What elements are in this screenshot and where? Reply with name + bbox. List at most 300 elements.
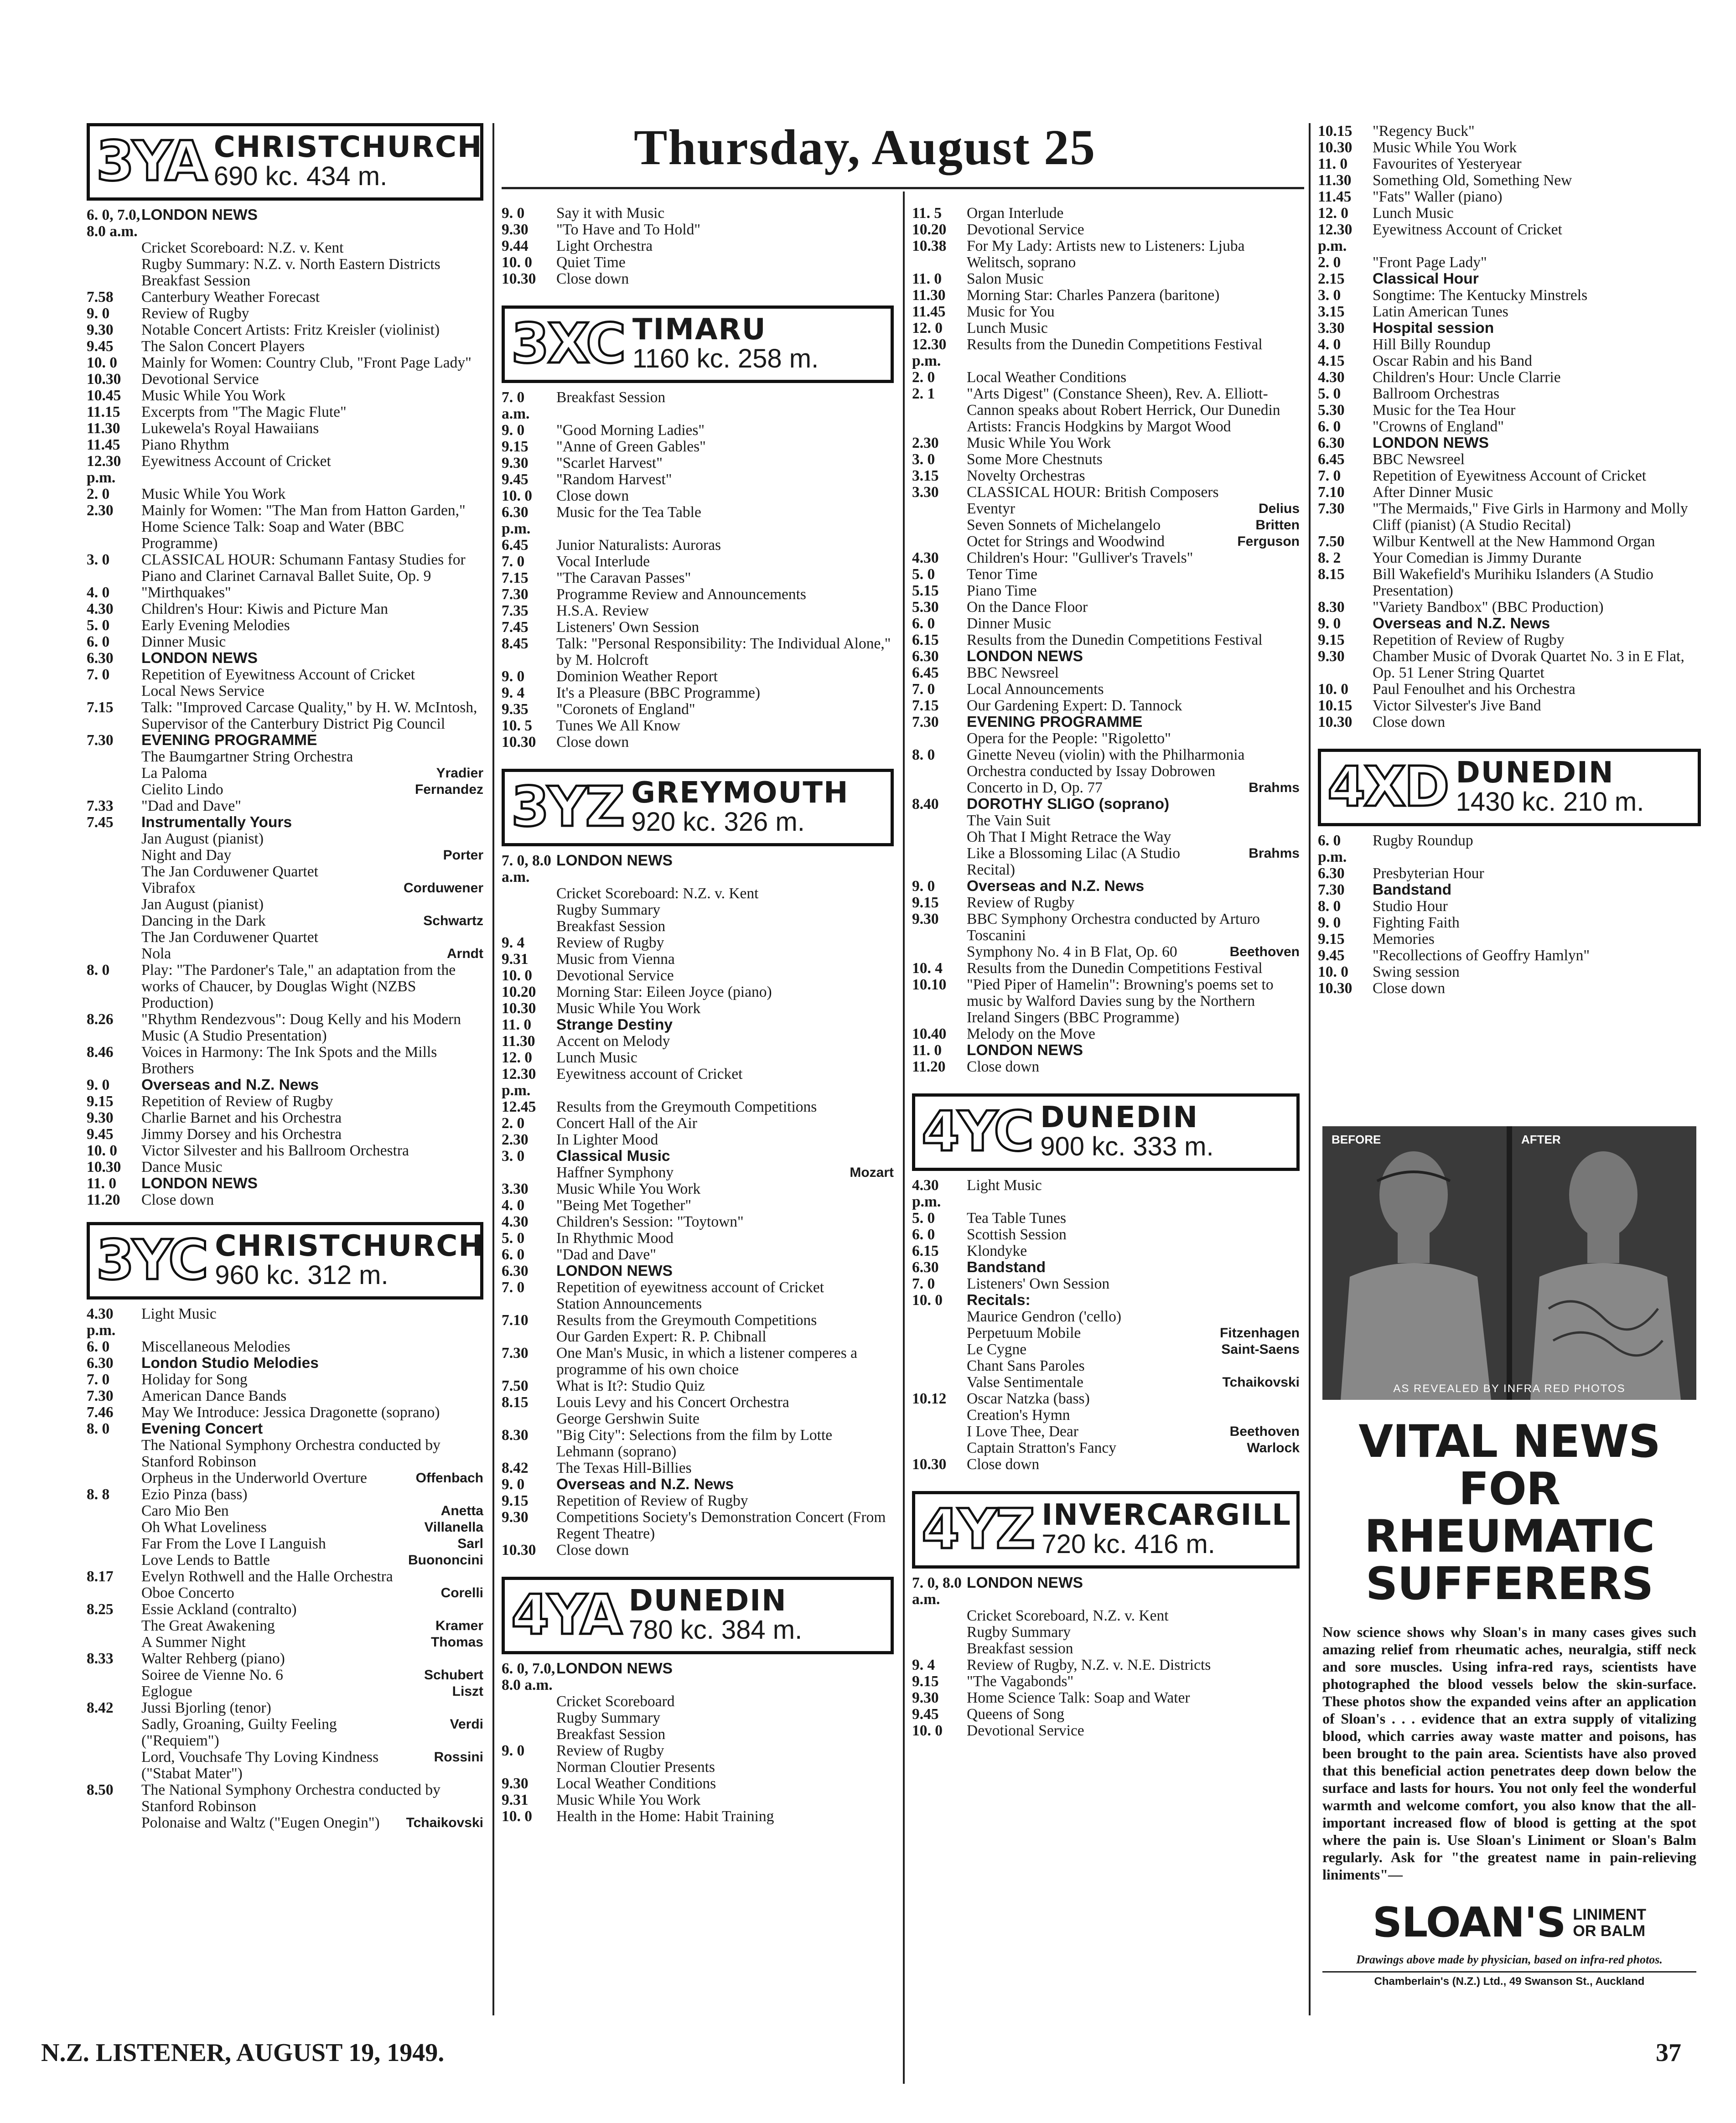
programme-title: Close down [967,1456,1040,1473]
programme-title: Results from the Dunedin Competitions Festival [967,960,1263,977]
programme-title: Klondyke [967,1243,1027,1259]
programme-time: 10.30 [1318,139,1353,156]
programme-title: Repetition of Review of Rugby [1373,632,1565,648]
programme-time: 8.40 [912,796,939,813]
programme-time [912,1624,967,1641]
programme-title: BBC Newsreel [967,664,1059,681]
programme-entry [502,1378,894,1394]
programme-time: 10. 0 [87,1142,117,1159]
column-2 [502,205,894,1825]
station-3xc-continued [1318,123,1701,730]
programme-title: LONDON NEWS [141,207,258,223]
programme-time: 5. 0 [912,566,935,583]
programme-title: The Texas Hill-Billies [556,1460,692,1476]
programme-entry [502,1542,894,1559]
programme-entry [912,632,1300,648]
programme-time [912,1407,967,1424]
programme-entry [87,240,483,256]
programme-title: Quiet Time [556,254,626,271]
programme-entry [912,698,1300,714]
programme-entry [1318,632,1701,648]
programme-entry [87,1011,483,1044]
station-city: TIMARU [632,313,767,347]
programme-time: 11.30 [502,1033,535,1050]
programme-entry [912,1358,1300,1374]
programme-title: Like a Blossoming Lilac (A Studio Recital) [967,845,1181,878]
programme-entry [912,533,1300,550]
programme-time: 9. 0 [502,1742,525,1759]
programme-entry [87,338,483,355]
programme-entry [912,287,1300,304]
programme-entry [502,636,894,668]
programme-time: 7. 0 [502,553,525,570]
programme-title: Fighting Faith [1373,914,1460,931]
programme-entry [87,1143,483,1159]
station-meta [1456,758,1644,817]
programme-time: 4.30 [1318,369,1345,386]
programme-title: A Summer Night [141,1634,246,1651]
programme-entry [502,968,894,984]
programme-title: Repetition of Review of Rugby [141,1093,333,1110]
programme-time: 7.33 [87,797,114,814]
programme-entry [1318,599,1701,616]
programme-title: Memories [1373,931,1435,948]
programme-time: 9. 4 [912,1657,935,1673]
station-3yz [502,769,894,1559]
programme-time [87,256,141,273]
programme-time [87,240,141,256]
programme-entry [912,960,1300,977]
programme-entry [912,1723,1300,1739]
programme-time: 10. 0 [502,1808,532,1825]
programme-title: Bill Wakefield's Murihiku Islanders (A Studio Presentation) [1373,566,1653,599]
programme-entry [912,1690,1300,1706]
programme-title: "Fats" Waller (piano) [1373,188,1503,205]
programme-title: Eyewitness Account of Cricket [1373,221,1562,238]
programme-entry [87,388,483,404]
programme-entry [87,913,483,929]
programme-time: 7. 0 a.m. [502,389,530,422]
programme-entry [87,1683,483,1700]
programme-title: Novelty Orchestras [967,467,1085,484]
programme-time [87,1749,141,1782]
station-4ya [502,1577,894,1825]
programme-title: Orpheus in the Underworld Overture [141,1470,367,1486]
programme-time: 6. 0 [87,1338,110,1355]
programme-entry [87,880,483,896]
composer-name: Tchaikovski [406,1815,483,1830]
station-call-sign: 3YC [96,1229,207,1292]
programme-time: 6. 0 [912,1226,935,1243]
programme-time: 6. 0 p.m. [1318,832,1347,865]
programme-title: Talk: "Improved Carcase Quality," by H. W. McIntosh, Supervisor of the Canterbury District Pig Council [141,699,477,732]
programme-entry [912,1673,1300,1690]
programme-time: 7. 0, 8.0 a.m. [502,852,551,885]
station-header [87,1222,483,1300]
programme-title: "The Vagabonds" [967,1673,1074,1690]
programme-time: 6. 0 [912,615,935,632]
programme-title: LONDON NEWS [967,1574,1083,1591]
programme-title: Music While You Work [1373,139,1517,156]
programme-entry [87,732,483,749]
programme-title: Haffner Symphony [556,1164,674,1181]
programme-title: Concert Hall of the Air [556,1115,697,1132]
programme-title: Walter Rehberg (piano) [141,1650,285,1667]
programme-entry [87,1159,483,1175]
programme-time: 9. 0 [1318,914,1341,931]
programme-time: 9.45 [1318,947,1345,964]
programme-title: Instrumentally Yours [141,814,292,831]
station-call-sign: 3XC [511,312,624,376]
programme-time: 10. 4 [912,960,943,977]
programme-time: 4.30 [87,601,114,617]
station-header [502,769,894,846]
programme-entry [502,1247,894,1263]
programme-time: 6. 0, 7.0, 8.0 a.m. [87,207,140,240]
composer-name: Offenbach [415,1471,483,1486]
programme-entry [502,1726,894,1743]
programme-time: 7.50 [1318,533,1345,550]
programme-entry [1318,964,1701,980]
programme-title: Bandstand [1373,881,1452,898]
programme-title: Children's Hour: Uncle Clarrie [1373,369,1561,386]
programme-title: Review of Rugby [556,1742,664,1759]
programme-time: 6.45 [1318,451,1345,468]
programme-title: Le Cygne [967,1341,1027,1358]
programme-time: 4. 0 [502,1197,525,1214]
column-divider [903,192,905,2084]
programme-title: Local News Service [141,683,264,699]
brand-sub-2: OR BALM [1573,1922,1646,1940]
station-meta [1042,1498,1291,1559]
programme-title: Cricket Scoreboard: N.Z. v. Kent [141,239,344,256]
programme-title: For My Lady: Artists new to Listeners: Ljuba Welitsch, soprano [967,238,1245,271]
programme-title: BBC Symphony Orchestra conducted by Arturo Toscanini [967,911,1260,944]
programme-time [502,1296,556,1312]
programme-time: 6.30 [1318,865,1345,882]
programme-title: Light Music [141,1305,217,1322]
programme-title: "Coronets of England" [556,701,695,718]
programme-entry [502,222,894,238]
programme-time: 7. 0 [87,1371,110,1388]
programme-entry [87,437,483,453]
programme-time: 3. 0 [912,451,935,468]
programme-title: Strange Destiny [556,1016,673,1033]
programme-entry [502,1066,894,1099]
programme-entry [502,1099,894,1115]
station-city: CHRISTCHURCH [215,1229,484,1263]
programme-title: Vibrafox [141,880,196,896]
programme-title: Oh That I Might Retrace the Way [967,828,1171,845]
programme-time: 10.30 [87,1159,121,1175]
programme-entry [912,1026,1300,1042]
man-torso-veins-icon [1512,1126,1696,1400]
programme-time: 8.15 [502,1394,529,1411]
programme-title: The Vain Suit [967,812,1051,829]
programme-title: Breakfast session [967,1640,1073,1657]
station-header [1318,749,1701,826]
station-city: DUNEDIN [628,1584,787,1618]
programme-time: 3.15 [1318,303,1345,320]
programme-entry [1318,533,1701,550]
programme-title: Station Announcements [556,1295,702,1312]
advert-body: Now science shows why Sloan's in many cases gives such amazing relief from rheumatic aches, neuralgia, stiff neck and sore muscles. Using infra-red rays, scientists have photographed the blood vessels below the skin-surface. These photos show the expanded veins after an application of Sloan's . . . evidence that an extra supply of vitalizing blood, which carries away waste matter and poisons, has been brought to the pain area. Scientists have also proved that this beneficial action penetrates deep down below the surface and lasts for hours. You not only feel the wonderful warmth and welcome comfort, you also know that the all-important increased flow of blood is getting at the spot where the pain is. Use Sloan's Liniment or Sloan's Balm regularly. Ask for "the greatest name in pain-relieving liniments"— [1322,1624,1696,1883]
programme-entry [912,648,1300,665]
programme-title: Latin American Tunes [1373,303,1508,320]
programme-entry [502,1776,894,1792]
programme-entry [502,918,894,935]
programme-time: 4. 0 [1318,336,1341,353]
programme-entry [912,747,1300,780]
programme-list [1318,123,1701,730]
programme-time [87,782,141,798]
programme-time: 5. 0 [1318,385,1341,402]
programme-entry [912,484,1300,501]
programme-time: 10. 0 [502,487,532,504]
programme-entry [912,222,1300,238]
programme-entry [1318,882,1701,898]
programme-entry [502,586,894,603]
programme-title: Cricket Scoreboard: N.Z. v. Kent [556,885,759,902]
programme-title: Hill Billy Roundup [1373,336,1491,353]
programme-entry [1318,369,1701,386]
programme-title: In Rhythmic Mood [556,1230,674,1247]
programme-entry [502,1230,894,1247]
programme-entry [502,422,894,439]
programme-title: Canterbury Weather Forecast [141,289,320,306]
programme-entry [87,962,483,1011]
programme-title: Morning Star: Eileen Joyce (piano) [556,984,772,1000]
programme-time [912,1374,967,1391]
programme-title: Children's Session: "Toytown" [556,1213,744,1230]
programme-entry [502,537,894,554]
programme-entry [502,1000,894,1017]
programme-list [1318,833,1701,997]
programme-entry [1318,271,1701,287]
programme-entry [912,1042,1300,1059]
programme-title: Your Comedian is Jimmy Durante [1373,549,1582,566]
programme-title: The Jan Corduwener Quartet [141,929,318,946]
programme-title: Tea Table Tunes [967,1210,1067,1227]
programme-entry [87,502,483,552]
programme-time: 8. 0 [87,1420,110,1437]
programme-entry [87,1339,483,1355]
station-frequency: 720 kc. 416 m. [1042,1529,1215,1559]
programme-time: 2.30 [912,435,939,451]
programme-entry [1318,205,1701,222]
programme-time: 7.15 [502,570,529,586]
programme-entry [1318,698,1701,714]
programme-time: 8.30 [502,1427,529,1444]
programme-time [87,864,141,880]
programme-title: "The Caravan Passes" [556,570,691,586]
programme-title: CLASSICAL HOUR: Schumann Fantasy Studies for Piano and Clarinet Carnaval Ballet Suite, Op. 9 [141,551,466,585]
programme-entry [912,517,1300,533]
programme-title: Bandstand [967,1259,1046,1276]
programme-entry [912,550,1300,566]
programme-entry [87,667,483,683]
programme-title: Close down [556,270,629,287]
programme-entry [502,439,894,455]
programme-list [87,207,483,1208]
programme-entry [912,730,1300,747]
programme-entry [1318,566,1701,599]
programme-time: 2.15 [1318,270,1345,287]
station-3yc [87,1222,483,1831]
programme-title: Listeners' Own Session [967,1275,1110,1292]
programme-time: 5. 0 [87,617,110,634]
programme-entry [1318,287,1701,304]
programme-title: "Arts Digest" (Constance Sheen), Rev. A. Elliott-Cannon speaks about Robert Herrick, Our Dunedin Artists: Francis Hodgkins by Margot Wood [967,385,1280,435]
programme-title: "Rhythm Rendezvous": Doug Kelly and his Modern Music (A Studio Presentation) [141,1011,461,1044]
programme-entry [87,1634,483,1651]
programme-title: Essie Ackland (contralto) [141,1601,297,1618]
programme-time: 10.30 [502,1000,536,1017]
programme-time: 6. 0, 7.0, 8.0 a.m. [502,1660,555,1693]
programme-title: Piano Rhythm [141,436,229,453]
programme-title: Children's Hour: "Gulliver's Travels" [967,549,1193,566]
programme-time: 9.30 [502,455,529,471]
programme-entry [87,289,483,306]
programme-title: Evening Concert [141,1420,263,1437]
programme-entry [502,1759,894,1776]
programme-title: Play: "The Pardoner's Tale," an adaptation from the works of Chaucer, by Douglas Wight (NZBS Production) [141,962,456,1011]
programme-title: American Dance Bands [141,1388,287,1404]
programme-entry [87,1815,483,1831]
programme-title: Evelyn Rothwell and the Halle Orchestra [141,1568,393,1585]
composer-name: Verdi [450,1717,483,1732]
programme-title: Music While You Work [141,387,286,404]
programme-entry [1318,254,1701,271]
programme-entry [87,847,483,864]
programme-time [87,765,141,782]
programme-title: The Jan Corduwener Quartet [141,863,318,880]
programme-time: 7.10 [1318,484,1345,501]
programme-time: 9.45 [912,1706,939,1723]
programme-time: 10. 0 [912,1292,943,1309]
programme-entry [1318,681,1701,698]
headline-line-1: VITAL NEWS FOR [1358,1416,1660,1515]
programme-time: 7.50 [502,1377,529,1394]
programme-entry [912,1706,1300,1723]
programme-title: Valse Sentimentale [967,1374,1083,1391]
station-header [502,1577,894,1654]
programme-title: What is It?: Studio Quiz [556,1377,705,1394]
programme-title: "The Mermaids," Five Girls in Harmony and Molly Cliff (pianist) (A Studio Recital) [1373,500,1688,533]
programme-time [87,1470,141,1486]
programme-time: 3. 0 [502,1148,525,1165]
programme-time: 7.46 [87,1404,114,1421]
programme-time: 9.35 [502,701,529,718]
programme-entry [912,1276,1300,1292]
after-photo [1512,1126,1696,1400]
programme-title: Concerto in D, Op. 77 [967,779,1103,796]
programme-title: Victor Silvester and his Ballroom Orchestra [141,1142,409,1159]
programme-title: Miscellaneous Melodies [141,1338,290,1355]
programme-entry [87,946,483,962]
programme-title: Local Weather Conditions [556,1775,716,1792]
programme-time: 6.30 [912,1259,939,1276]
programme-time: 10.30 [912,1456,947,1473]
programme-time [912,1440,967,1456]
programme-title: Dominion Weather Report [556,668,718,685]
programme-time: 8. 0 [1318,898,1341,915]
programme-time: 11. 5 [912,205,942,222]
programme-title: Queens of Song [967,1706,1065,1723]
programme-time: 10.10 [912,976,947,993]
programme-time: 12.45 [502,1098,536,1115]
programme-entry [912,435,1300,451]
programme-time: 12.30 p.m. [1318,221,1353,254]
programme-title: Hospital session [1373,320,1494,337]
programme-time [87,847,141,864]
page-title: Thursday, August 25 [634,119,1096,175]
programme-time: 9. 0 [502,1476,525,1493]
programme-time [912,1358,967,1374]
programme-entry [87,929,483,946]
programme-entry [502,1808,894,1825]
programme-entry [502,1165,894,1181]
station-city: DUNEDIN [1456,756,1614,790]
programme-time [912,944,967,960]
programme-entry [912,1210,1300,1227]
programme-time: 6.30 [87,650,114,667]
programme-title: The National Symphony Orchestra conducted by Stanford Robinson [141,1437,440,1470]
programme-time: 8.50 [87,1781,114,1798]
infra-red-photos [1322,1126,1696,1400]
programme-entry [87,486,483,502]
programme-entry [1318,501,1701,533]
advert-note: Drawings above made by physician, based on infra-red photos. [1356,1953,1663,1966]
programme-time [502,1693,556,1710]
programme-time: 6.30 [1318,435,1345,451]
station-call-sign: 4YC [922,1100,1032,1164]
man-torso-icon [1322,1126,1507,1400]
programme-entry [912,386,1300,435]
programme-time: 2. 0 [502,1115,525,1132]
programme-entry [502,1115,894,1132]
programme-entry [1318,337,1701,353]
programme-time [502,885,556,902]
programme-time: 12.30 p.m. [502,1066,536,1099]
programme-time: 11. 0 [912,270,942,287]
programme-title: Victor Silvester's Jive Band [1373,697,1541,714]
programme-time [87,683,141,699]
programme-entry [502,1394,894,1411]
title-rule [502,187,1304,189]
programme-title: Music from Vienna [556,951,675,968]
programme-title: Close down [967,1058,1040,1075]
programme-time: 10.12 [912,1390,947,1407]
programme-entry [87,601,483,617]
programme-time [87,1552,141,1569]
programme-time: 4.30 [502,1213,529,1230]
programme-entry [502,205,894,222]
programme-time: 8. 2 [1318,549,1341,566]
programme-entry [912,944,1300,960]
station-meta [213,130,483,192]
programme-entry [87,1421,483,1437]
programme-entry [502,685,894,701]
programme-entry [502,1181,894,1197]
programme-title: LONDON NEWS [1373,435,1489,451]
programme-title: The Great Awakening [141,1617,275,1634]
programme-time: 9. 0 [87,1077,110,1093]
programme-title: Light Orchestra [556,238,653,254]
programme-entry [1318,714,1701,730]
programme-entry [1318,156,1701,172]
programme-time: 6. 0 [502,1246,525,1263]
